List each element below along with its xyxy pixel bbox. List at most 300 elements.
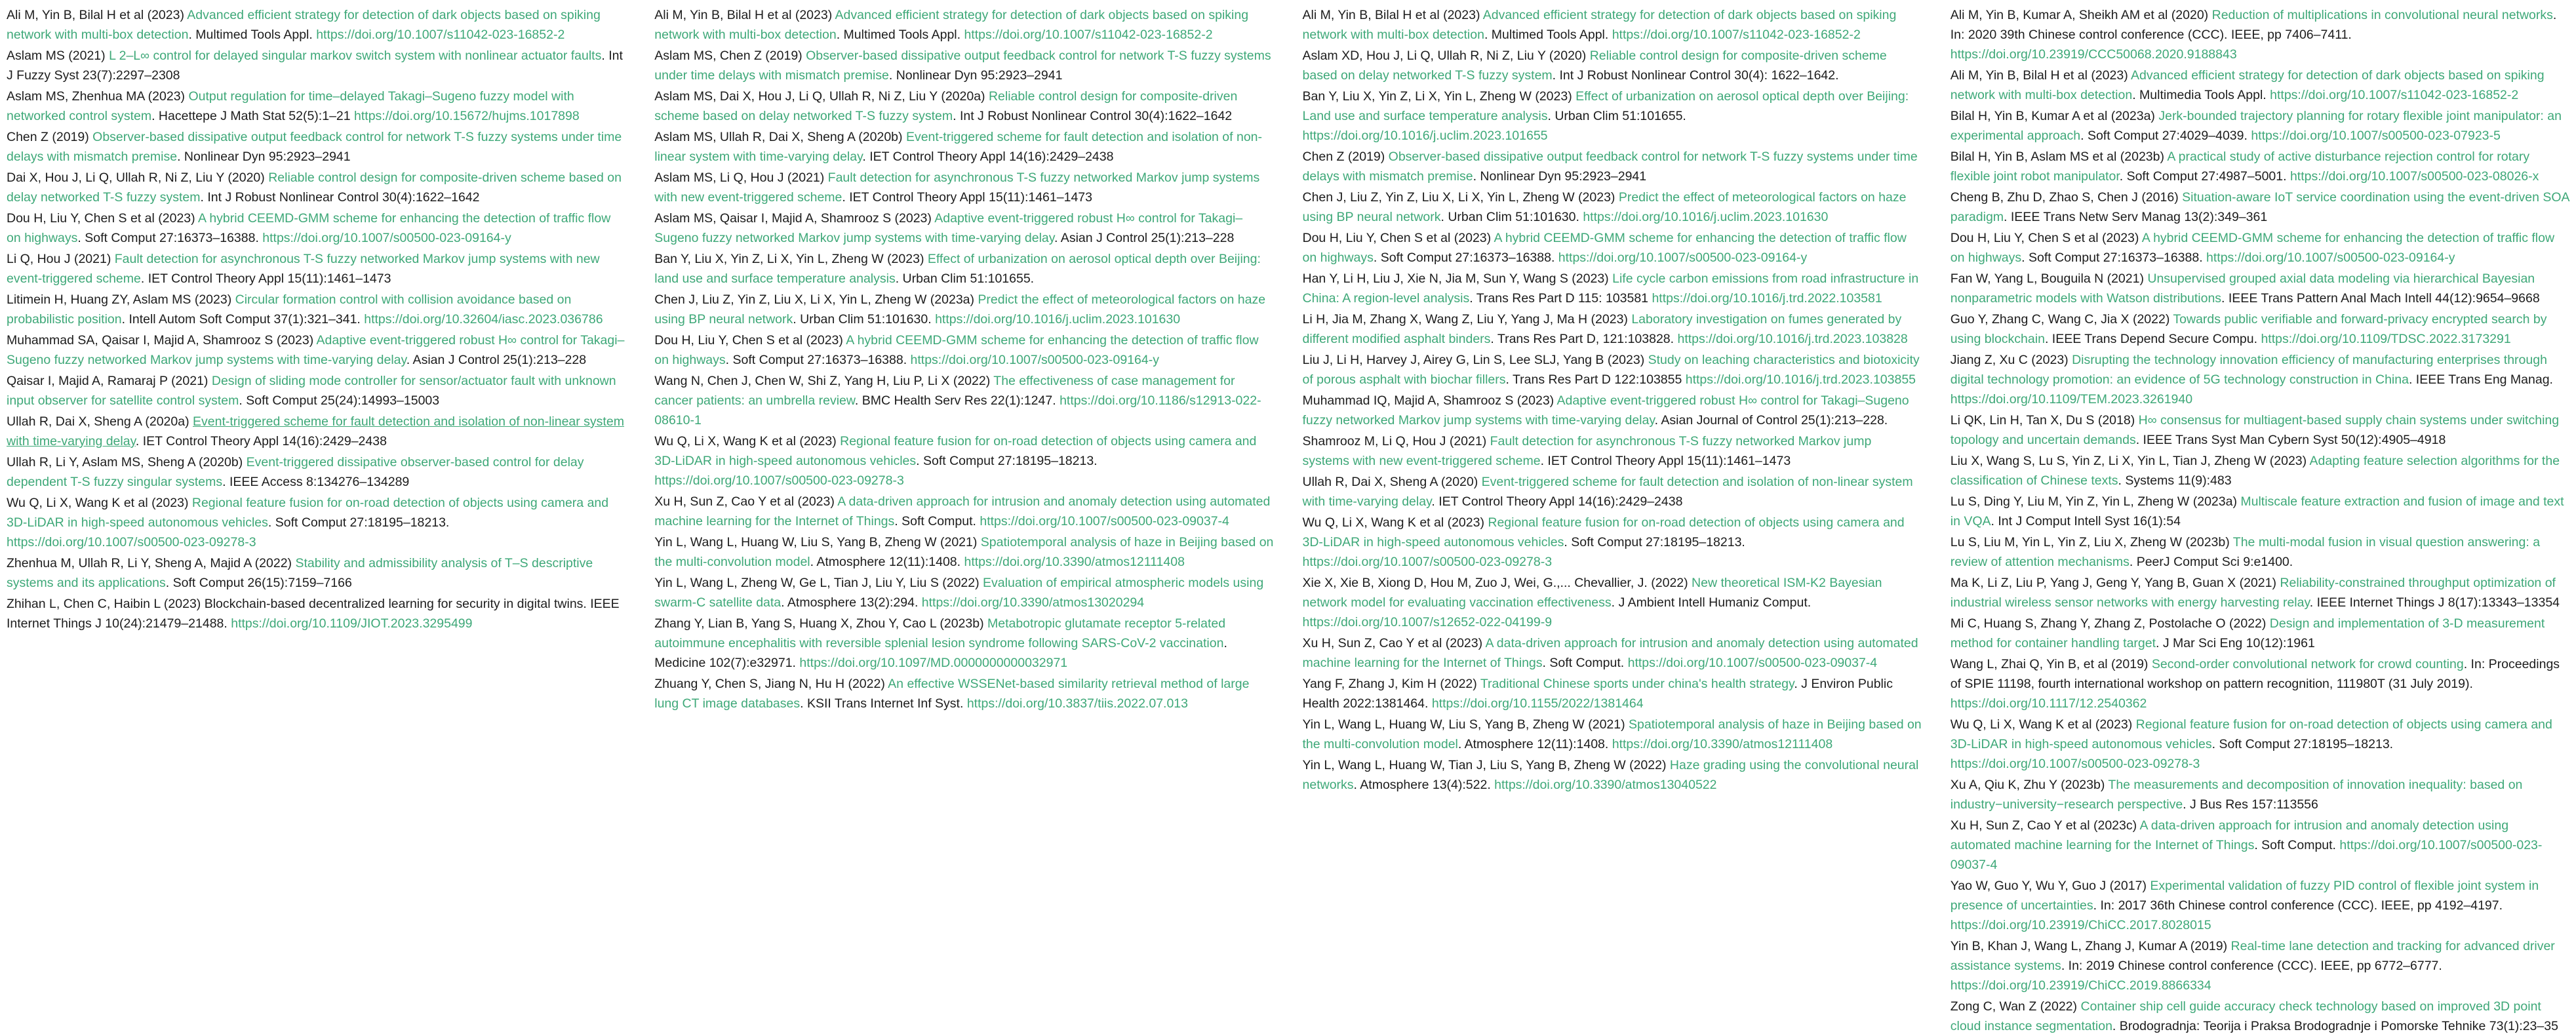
- reference-title-link[interactable]: Fault detection for asynchronous T-S fuzzy networked Markov jump systems with new event-triggered scheme: [654, 170, 1260, 205]
- reference-venue: . Multimedia Tools Appl.: [2132, 88, 2270, 102]
- reference-entry: [1303, 674, 1922, 713]
- reference-venue: . IET Control Theory Appl 14(16):2429–2438: [862, 149, 1114, 164]
- reference-authors: Ullah R, Dai X, Sheng A (2020a): [7, 414, 193, 429]
- reference-authors: Bilal H, Yin B, Aslam MS et al (2023b): [1950, 149, 2168, 164]
- reference-entry: [1303, 188, 1922, 227]
- reference-authors: Yao W, Guo Y, Wu Y, Guo J (2017): [1950, 879, 2150, 893]
- reference-authors: Litimein H, Huang ZY, Aslam MS (2023): [7, 292, 235, 307]
- reference-title-link[interactable]: Regional feature fusion for on-road detection of objects using camera and 3D-LiDAR in high-speed autonomous vehicles: [1302, 515, 1905, 549]
- reference-entry: [1303, 147, 1922, 186]
- reference-doi-link[interactable]: https://doi.org/10.1117/12.2540362: [1950, 696, 2147, 711]
- reference-title-link[interactable]: Advanced efficient strategy for detection of dark objects based on spiking network with multi-box detection: [1950, 68, 2545, 102]
- reference-title-link[interactable]: Experimental validation of fuzzy PID control of flexible joint system in presence of uncertainties: [1950, 879, 2539, 913]
- reference-title-link[interactable]: Fault detection for asynchronous T-S fuzzy networked Markov jump systems with new event-triggered scheme: [1302, 434, 1872, 468]
- reference-entry: [654, 127, 1273, 167]
- reference-venue: . Trans Res Part D, 121:103828.: [1490, 332, 1678, 346]
- reference-venue: . KSII Trans Internet Inf Syst.: [800, 696, 967, 711]
- reference-title-link[interactable]: Multiscale feature extraction and fusion of image and text in VQA: [1950, 494, 2564, 528]
- reference-title-link[interactable]: A data-driven approach for intrusion and anomaly detection using automated machine learning for the Internet of Things: [1302, 636, 1918, 670]
- reference-venue: . Int J Comput Intell Syst 16(1):54: [1991, 514, 2181, 528]
- reference-title-link[interactable]: Metabotropic glutamate receptor 5-related autoimmune encephalitis with reversible splenial lesion syndrome following SARS-CoV-2 vaccination: [654, 616, 1226, 650]
- reference-title-link[interactable]: A data-driven approach for intrusion and anomaly detection using automated machine learning for the Internet of Things: [654, 494, 1271, 528]
- reference-column: [1303, 5, 1922, 1031]
- reference-title-link[interactable]: Fault detection for asynchronous T-S fuzzy networked Markov jump systems with new event-triggered scheme: [7, 252, 600, 286]
- reference-authors: Dai X, Hou J, Li Q, Ullah R, Ni Z, Liu Y (2020): [7, 170, 269, 185]
- reference-authors: Jiang Z, Xu C (2023): [1950, 353, 2072, 367]
- reference-doi-link[interactable]: https://doi.org/10.3390/atmos12111408: [964, 555, 1185, 569]
- reference-authors: Zhihan L, Chen C, Haibin L (2023) Blockchain-based decentralized learning for security in digital twins. IEEE Internet Things J 10(24):21479–21488.: [7, 597, 620, 631]
- reference-title-link[interactable]: L 2–L∞ control for delayed singular markov switch system with nonlinear actuator faults: [109, 49, 602, 63]
- reference-title-link[interactable]: Advanced efficient strategy for detection of dark objects based on spiking network with multi-box detection: [7, 8, 601, 42]
- reference-venue: . Soft Comput 27:16373–16388.: [1373, 250, 1558, 265]
- reference-doi-link[interactable]: https://doi.org/10.1109/TEM.2023.3261940: [1950, 392, 2193, 407]
- reference-venue: . Atmosphere 12(11):1408.: [1457, 737, 1612, 751]
- reference-title-link[interactable]: Reliable control design for composite-driven scheme based on delay networked T-S fuzzy system: [654, 89, 1238, 123]
- reference-authors: Xu H, Sun Z, Cao Y et al (2023c): [1950, 818, 2140, 833]
- reference-venue: . Int J Robust Nonlinear Control 30(4):1622–1642: [953, 109, 1233, 123]
- reference-doi-link[interactable]: https://doi.org/10.3390/atmos13020294: [921, 595, 1145, 610]
- reference-venue: . Soft Comput 26(15):7159–7166: [165, 576, 352, 590]
- reference-entry: [1951, 5, 2569, 64]
- reference-authors: Chen J, Liu Z, Yin Z, Liu X, Li X, Yin L, Zheng W (2023): [1302, 190, 1619, 205]
- reference-entry: [7, 452, 625, 492]
- reference-entry: [7, 330, 625, 370]
- reference-authors: Aslam MS, Zhenhua MA (2023): [7, 89, 189, 104]
- reference-title-link[interactable]: Predict the effect of meteorological factors on haze using BP neural network: [654, 292, 1266, 327]
- reference-venue: . Soft Comput 27:4029–4039.: [2080, 129, 2251, 143]
- reference-venue: . Soft Comput.: [1542, 656, 1628, 670]
- reference-entry: [1951, 936, 2569, 995]
- reference-entry: [7, 371, 625, 410]
- reference-authors: Zhang Y, Lian B, Yang S, Huang X, Zhou Y, Cao L (2023b): [654, 616, 987, 631]
- reference-authors: Qaisar I, Majid A, Ramaraj P (2021): [7, 374, 212, 388]
- reference-authors: Aslam MS, Dai X, Hou J, Li Q, Ullah R, Ni Z, Liu Y (2020a): [654, 89, 989, 104]
- reference-venue: . IET Control Theory Appl 15(11):1461–1473: [1540, 454, 1791, 468]
- reference-authors: Ali M, Yin B, Bilal H et al (2023): [7, 8, 188, 22]
- reference-authors: Wu Q, Li X, Wang K et al (2023): [1950, 717, 2136, 732]
- reference-doi-link[interactable]: https://doi.org/10.3837/tiis.2022.07.013: [966, 696, 1188, 711]
- reference-authors: Fan W, Yang L, Bouguila N (2021): [1950, 271, 2148, 286]
- reference-doi-link[interactable]: https://doi.org/10.1016/j.trd.2023.103828: [1677, 332, 1908, 346]
- reference-authors: Aslam MS, Ullah R, Dai X, Sheng A (2020b): [654, 130, 906, 144]
- reference-doi-link[interactable]: https://doi.org/10.1007/s11042-023-16852-2: [316, 28, 565, 42]
- reference-authors: Liu J, Li H, Harvey J, Airey G, Lin S, Lee SLJ, Yang B (2023): [1302, 353, 1648, 367]
- reference-authors: Li QK, Lin H, Tan X, Du S (2018): [1950, 413, 2139, 428]
- reference-entry: [1951, 816, 2569, 875]
- reference-entry: [1303, 350, 1922, 389]
- reference-title-link[interactable]: Observer-based dissipative output feedback control for network T-S fuzzy systems under time delays with mismatch premise: [7, 130, 622, 164]
- reference-venue: . Multimed Tools Appl.: [1484, 28, 1612, 42]
- reference-venue: . IET Control Theory Appl 14(16):2429–2438: [135, 434, 387, 448]
- reference-venue: . IEEE Trans Eng Manag.: [2408, 372, 2553, 387]
- reference-authors: Wu Q, Li X, Wang K et al (2023): [654, 434, 841, 448]
- reference-authors: Dou H, Liu Y, Chen S et al (2023): [654, 333, 846, 348]
- reference-title-link[interactable]: H∞ consensus for multiagent-based supply chain systems under switching topology and uncertain demands: [1950, 413, 2560, 447]
- reference-doi-link[interactable]: https://doi.org/10.1016/j.uclim.2023.101630: [935, 312, 1181, 327]
- reference-entry: [1951, 876, 2569, 935]
- reference-authors: Ban Y, Liu X, Yin Z, Li X, Yin L, Zheng W (2023): [654, 252, 928, 266]
- reference-doi-link[interactable]: https://doi.org/10.1007/s00500-023-09037-4: [1950, 838, 2543, 872]
- reference-title-link[interactable]: A hybrid CEEMD-GMM scheme for enhancing the detection of traffic flow on highways: [654, 333, 1259, 367]
- reference-venue: . Atmosphere 13(2):294.: [781, 595, 922, 610]
- reference-title-link[interactable]: Second-order convolutional network for crowd counting: [2151, 657, 2464, 671]
- reference-entry: [1303, 228, 1922, 268]
- reference-authors: Ban Y, Liu X, Yin Z, Li X, Yin L, Zheng W (2023): [1302, 89, 1576, 104]
- reference-authors: Mi C, Huang S, Zhang Y, Zhang Z, Postolache O (2022): [1950, 616, 2270, 631]
- reference-authors: Aslam XD, Hou J, Li Q, Ullah R, Ni Z, Liu Y (2020): [1302, 49, 1590, 63]
- reference-entry: [1303, 391, 1922, 430]
- reference-title-link[interactable]: Circular formation control with collision avoidance based on probabilistic position: [7, 292, 572, 327]
- reference-doi-link[interactable]: https://doi.org/10.1007/s00500-023-09164-y: [262, 231, 511, 245]
- reference-title-link[interactable]: New theoretical ISM-K2 Bayesian network model for evaluating vaccination effectiveness: [1302, 576, 1882, 610]
- reference-doi-link[interactable]: https://doi.org/10.1007/s00500-023-09164-y: [910, 353, 1159, 367]
- reference-entry: [1951, 188, 2569, 227]
- reference-authors: Chen J, Liu Z, Yin Z, Liu X, Li X, Yin L, Zheng W (2023a): [654, 292, 978, 307]
- reference-authors: Yin L, Wang L, Zheng W, Ge L, Tian J, Liu Y, Liu S (2022): [654, 576, 983, 590]
- reference-authors: Ali M, Yin B, Bilal H et al (2023): [1950, 68, 2131, 83]
- reference-authors: Xu H, Sun Z, Cao Y et al (2023): [1302, 636, 1486, 650]
- reference-venue: . Int J Robust Nonlinear Control 30(4):1622–1642: [200, 190, 480, 205]
- reference-venue: . Trans Res Part D 122:103855: [1505, 372, 1686, 387]
- reference-title-link[interactable]: Jerk-bounded trajectory planning for rotary flexible joint manipulator: an experimental approach: [1950, 109, 2562, 143]
- reference-title-link[interactable]: Situation-aware IoT service coordination using the event-driven SOA paradigm: [1950, 190, 2569, 224]
- reference-authors: Aslam MS, Qaisar I, Majid A, Shamrooz S (2023): [654, 211, 935, 226]
- reference-doi-link[interactable]: https://doi.org/10.1007/s00500-023-09278-3: [654, 473, 904, 488]
- reference-authors: Xie X, Xie B, Xiong D, Hou M, Zuo J, Wei, G.,... Chevallier, J. (2022): [1302, 576, 1692, 590]
- reference-title-link[interactable]: Laboratory investigation on fumes generated by different modified asphalt binders: [1302, 312, 1902, 346]
- reference-entry: [1951, 614, 2569, 653]
- reference-authors: Ullah R, Dai X, Sheng A (2020): [1302, 475, 1482, 489]
- reference-authors: Yin L, Wang L, Huang W, Liu S, Yang B, Zheng W (2021): [1302, 717, 1629, 732]
- reference-venue: . Asian J Control 25(1):213–228: [406, 353, 587, 367]
- reference-title-link[interactable]: Disrupting the technology innovation efficiency of manufacturing enterprises through digital technology promotion: an evidence of 5G technology construction in China: [1950, 353, 2547, 387]
- reference-authors: Zhuang Y, Chen S, Jiang N, Hu H (2022): [654, 677, 888, 691]
- reference-doi-link[interactable]: https://doi.org/10.1007/s11042-023-16852-2: [2270, 88, 2519, 102]
- reference-entry: [654, 249, 1273, 289]
- reference-doi-link[interactable]: https://doi.org/10.1007/s00500-023-09278-3: [7, 535, 256, 549]
- reference-entry: [1303, 513, 1922, 572]
- reference-venue: . IEEE Access 8:134276–134289: [222, 475, 410, 489]
- reference-venue: . Urban Clim 51:101630.: [793, 312, 936, 327]
- reference-authors: Yang F, Zhang J, Kim H (2022): [1302, 677, 1480, 691]
- reference-authors: Muhammad SA, Qaisar I, Majid A, Shamrooz S (2023): [7, 333, 317, 348]
- reference-title-link[interactable]: Advanced efficient strategy for detection of dark objects based on spiking network with multi-box detection: [654, 8, 1249, 42]
- reference-entry: [1951, 350, 2569, 409]
- reference-entry: [7, 127, 625, 167]
- reference-entry: [1303, 573, 1922, 632]
- reference-authors: Cheng B, Zhu D, Zhao S, Chen J (2016): [1950, 190, 2183, 205]
- reference-title-link[interactable]: The effectiveness of case management for cancer patients: an umbrella review: [654, 374, 1235, 408]
- reference-authors: Aslam MS, Chen Z (2019): [654, 49, 806, 63]
- reference-venue: . IEEE Trans Netw Serv Manag 13(2):349–361: [2004, 210, 2268, 224]
- reference-doi-link[interactable]: https://doi.org/10.1016/j.uclim.2023.101630: [1583, 210, 1829, 224]
- reference-title-link[interactable]: Event-triggered dissipative observer-based control for delay dependent T-S fuzzy singular systems: [7, 455, 584, 489]
- reference-entry: [1303, 269, 1922, 308]
- reference-title-link[interactable]: Adapting feature selection algorithms for the classification of Chinese texts: [1950, 454, 2560, 488]
- reference-entry: [7, 209, 625, 248]
- reference-venue: . Trans Res Part D 115: 103581: [1469, 291, 1652, 306]
- reference-authors: Ali M, Yin B, Bilal H et al (2023): [654, 8, 835, 22]
- reference-doi-link[interactable]: https://doi.org/10.23919/ChiCC.2017.8028015: [1950, 918, 2211, 932]
- reference-doi-link[interactable]: https://doi.org/10.3390/atmos12111408: [1612, 737, 1833, 751]
- reference-doi-link[interactable]: https://doi.org/10.1007/s00500-023-07923-5: [2251, 129, 2501, 143]
- reference-doi-link[interactable]: https://doi.org/10.1155/2022/1381464: [1431, 696, 1644, 711]
- reference-entry: [654, 209, 1273, 248]
- reference-entry: [1951, 309, 2569, 349]
- reference-title-link[interactable]: Event-triggered scheme for fault detection and isolation of non-linear system with time-varying delay: [1302, 475, 1913, 509]
- reference-title-link[interactable]: Regional feature fusion for on-road detection of objects using camera and 3D-LiDAR in high-speed autonomous vehicles: [654, 434, 1257, 468]
- reference-authors: Li H, Jia M, Zhang X, Wang Z, Liu Y, Yang J, Ma H (2023): [1302, 312, 1632, 327]
- reference-title-link[interactable]: Effect of urbanization on aerosol optical depth over Beijing: land use and surface temperature analysis: [654, 252, 1261, 286]
- reference-entry: [1951, 106, 2569, 146]
- reference-doi-link[interactable]: https://doi.org/10.1097/MD.0000000000032971: [799, 656, 1068, 670]
- reference-title-link[interactable]: Design of sliding mode controller for sensor/actuator fault with unknown input observer for satellite control system: [7, 374, 616, 408]
- reference-venue: . BMC Health Serv Res 22(1):1247.: [854, 393, 1060, 408]
- reference-title-link[interactable]: The multi-modal fusion in visual question answering: a review of attention mechanisms: [1950, 535, 2541, 569]
- reference-doi-link[interactable]: https://doi.org/10.1007/s00500-023-09037-4: [1627, 656, 1878, 670]
- reference-doi-link[interactable]: https://doi.org/10.1007/s00500-023-09278-3: [1302, 555, 1553, 569]
- reference-entry: [1303, 431, 1922, 471]
- reference-venue: . Nonlinear Dyn 95:2923–2941: [177, 149, 351, 164]
- reference-venue: . Urban Clim 51:101655.: [1547, 109, 1686, 123]
- reference-entry: [7, 290, 625, 329]
- reference-entry: [654, 674, 1273, 713]
- reference-doi-link[interactable]: https://doi.org/10.1007/s12652-022-04199-9: [1302, 615, 1553, 629]
- reference-doi-link[interactable]: https://doi.org/10.1007/s00500-023-09164-y: [2206, 250, 2455, 265]
- reference-doi-link[interactable]: https://doi.org/10.1016/j.trd.2022.103581: [1652, 291, 1882, 306]
- reference-doi-link[interactable]: https://doi.org/10.15672/hujms.1017898: [354, 109, 580, 123]
- reference-doi-link[interactable]: https://doi.org/10.1016/j.uclim.2023.101655: [1302, 129, 1548, 143]
- reference-entry: [7, 87, 625, 126]
- reference-venue: . J Bus Res 157:113556: [2183, 797, 2318, 812]
- reference-entry: [7, 46, 625, 85]
- reference-title-link[interactable]: Study on leaching characteristics and biotoxicity of porous asphalt with biochar fillers: [1302, 353, 1920, 387]
- reference-venue: . J Environ Public Health 2022:1381464.: [1302, 677, 1893, 711]
- reference-venue: . In: 2017 36th Chinese control conference (CCC). IEEE, pp 4192–4197.: [2093, 898, 2503, 913]
- reference-title-link[interactable]: Observer-based dissipative output feedback control for network T-S fuzzy systems under time delays with mismatch premise: [1302, 149, 1918, 184]
- reference-entry: [1951, 654, 2569, 713]
- reference-venue: . Soft Comput 27:16373–16388.: [2021, 250, 2207, 265]
- reference-entry: [1303, 5, 1922, 45]
- reference-entry: [654, 87, 1273, 126]
- reference-doi-link[interactable]: https://doi.org/10.23919/CCC50068.2020.9188843: [1950, 47, 2237, 62]
- reference-entry: [654, 330, 1273, 370]
- reference-title-link[interactable]: Regional feature fusion for on-road detection of objects using camera and 3D-LiDAR in high-speed autonomous vehicles: [1950, 717, 2552, 751]
- reference-title-link[interactable]: Event-triggered scheme for fault detection and isolation of non-linear system with time-varying delay: [654, 130, 1263, 164]
- reference-title-link[interactable]: Unsupervised grouped axial data modeling via hierarchical Bayesian nonparametric models with Watson distributions: [1950, 271, 2535, 306]
- reference-title-link[interactable]: A hybrid CEEMD-GMM scheme for enhancing the detection of traffic flow on highways: [1950, 231, 2555, 265]
- reference-entry: [654, 614, 1273, 673]
- reference-authors: Han Y, Li H, Liu J, Xie N, Jia M, Sun Y, Wang S (2023): [1302, 271, 1613, 286]
- reference-venue: . J Ambient Intell Humaniz Comput.: [1611, 595, 1812, 610]
- reference-authors: Chen Z (2019): [1302, 149, 1389, 164]
- reference-entry: [7, 594, 625, 633]
- reference-venue: . IEEE Trans Pattern Anal Mach Intell 44(12):9654–9668: [2221, 291, 2540, 306]
- reference-authors: Zong C, Wan Z (2022): [1950, 999, 2081, 1014]
- reference-title-link[interactable]: Evaluation of empirical atmospheric models using swarm-C satellite data: [654, 576, 1264, 610]
- reference-authors: Wu Q, Li X, Wang K et al (2023): [7, 496, 192, 510]
- reference-entry: [7, 493, 625, 552]
- reference-entry: [654, 5, 1273, 45]
- reference-authors: Ali M, Yin B, Kumar A, Sheikh AM et al (2020): [1950, 8, 2212, 22]
- reference-venue: . Int J Fuzzy Syst 23(7):2297–2308: [7, 49, 623, 83]
- reference-title-link[interactable]: Adaptive event-triggered robust H∞ control for Takagi–Sugeno fuzzy networked Markov jump systems with time-varying delay: [654, 211, 1243, 245]
- reference-title-link[interactable]: A hybrid CEEMD-GMM scheme for enhancing the detection of traffic flow on highways: [7, 211, 611, 245]
- reference-title-link[interactable]: Real-time lane detection and tracking for advanced driver assistance systems: [1950, 939, 2555, 973]
- reference-title-link[interactable]: Reduction of multiplications in convolutional neural networks: [2211, 8, 2553, 22]
- reference-entry: [654, 532, 1273, 572]
- reference-doi-link[interactable]: https://doi.org/10.1007/s00500-023-08026-x: [2289, 169, 2539, 184]
- reference-venue: . In: Proceedings of SPIE 11198, fourth international workshop on pattern recognition, 111980T (31 July 2019).: [1950, 657, 2560, 691]
- reference-venue: . Soft Comput 27:16373–16388.: [725, 353, 911, 367]
- reference-venue: . IET Control Theory Appl 15(11):1461–1473: [842, 190, 1092, 205]
- reference-authors: Guo Y, Zhang C, Wang C, Jia X (2022): [1950, 312, 2173, 327]
- reference-venue: . In: 2019 Chinese control conference (CCC). IEEE, pp 6772–6777.: [2061, 959, 2442, 973]
- reference-entry: [7, 168, 625, 207]
- reference-venue: . Nonlinear Dyn 95:2923–2941: [888, 68, 1063, 83]
- reference-entry: [1303, 46, 1922, 85]
- reference-authors: Lu S, Ding Y, Liu M, Yin Z, Yin L, Zheng W (2023a): [1950, 494, 2241, 509]
- reference-venue: . IET Control Theory Appl 14(16):2429–2438: [1431, 494, 1683, 509]
- reference-venue: . Soft Comput 27:18195–18213.: [268, 515, 450, 530]
- reference-title-link[interactable]: Output regulation for time–delayed Takagi–Sugeno fuzzy model with networked control system: [7, 89, 574, 123]
- reference-doi-link[interactable]: https://doi.org/10.1007/s11042-023-16852-2: [1612, 28, 1861, 42]
- reference-title-link[interactable]: Spatiotemporal analysis of haze in Beijing based on the multi-convolution model: [1302, 717, 1922, 751]
- reference-doi-link[interactable]: https://doi.org/10.1007/s00500-023-09278-3: [1950, 757, 2200, 771]
- reference-entry: [7, 5, 625, 45]
- reference-entry: [1951, 147, 2569, 186]
- reference-venue: . Brodogradnja: Teorija i Praksa Brodogradnje i Pomorske Tehnike 73(1):23–35: [2112, 1019, 2558, 1033]
- reference-venue: . Soft Comput 27:18195–18213.: [2211, 737, 2394, 751]
- reference-title-link[interactable]: Haze grading using the convolutional neural networks: [1302, 758, 1919, 792]
- reference-entry: [1303, 633, 1922, 673]
- reference-authors: Yin L, Wang L, Huang W, Tian J, Liu S, Yang B, Zheng W (2022): [1302, 758, 1670, 772]
- reference-title-link[interactable]: Adaptive event-triggered robust H∞ control for Takagi–Sugeno fuzzy networked Markov jump systems with time-varying delay: [7, 333, 625, 367]
- reference-entry: [654, 168, 1273, 207]
- reference-doi-link[interactable]: https://doi.org/10.1007/s11042-023-16852-2: [964, 28, 1213, 42]
- reference-venue: . Soft Comput 25(24):14993–15003: [239, 393, 440, 408]
- reference-title-link[interactable]: Regional feature fusion for on-road detection of objects using camera and 3D-LiDAR in high-speed autonomous vehicles: [7, 496, 609, 530]
- reference-entry: [654, 431, 1273, 490]
- reference-title-link[interactable]: Advanced efficient strategy for detection of dark objects based on spiking network with multi-box detection: [1302, 8, 1897, 42]
- reference-entry: [1951, 775, 2569, 814]
- reference-authors: Zhenhua M, Ullah R, Li Y, Sheng A, Majid A (2022): [7, 556, 296, 570]
- reference-venue: . Atmosphere 12(11):1408.: [810, 555, 964, 569]
- reference-entry: [1303, 472, 1922, 511]
- reference-doi-link[interactable]: https://doi.org/10.3390/atmos13040522: [1494, 778, 1717, 792]
- reference-venue: . Atmosphere 13(4):522.: [1353, 778, 1495, 792]
- reference-doi-link[interactable]: https://doi.org/10.1109/JIOT.2023.3295499: [231, 616, 473, 631]
- reference-authors: Xu A, Qiu K, Zhu Y (2023b): [1950, 778, 2109, 792]
- reference-title-link[interactable]: The measurements and decomposition of innovation inequality: based on industry−university−research perspective: [1950, 778, 2523, 812]
- reference-entry: [1951, 573, 2569, 612]
- reference-authors: Yin L, Wang L, Huang W, Liu S, Yang B, Zheng W (2021): [654, 535, 981, 549]
- reference-title-link[interactable]: An effective WSSENet-based similarity retrieval method of large lung CT image databases: [654, 677, 1250, 711]
- reference-authors: Ullah R, Li Y, Aslam MS, Sheng A (2020b): [7, 455, 247, 469]
- reference-title-link[interactable]: Spatiotemporal analysis of haze in Beijing based on the multi-convolution model: [654, 535, 1274, 569]
- reference-entry: [1951, 997, 2569, 1036]
- reference-venue: . Asian J Control 25(1):213–228: [1054, 231, 1235, 245]
- reference-column: [654, 5, 1273, 1031]
- reference-authors: Lu S, Liu M, Yin L, Yin Z, Liu X, Zheng W (2023b): [1950, 535, 2233, 549]
- reference-entry: [1951, 228, 2569, 268]
- reference-venue: . J Mar Sci Eng 10(12):1961: [2156, 636, 2315, 650]
- reference-entry: [654, 290, 1273, 329]
- reference-title-link[interactable]: Reliability-constrained throughput optimization of industrial wireless sensor networks with energy harvesting relay: [1950, 576, 2556, 610]
- reference-venue: . Soft Comput 27:4987–5001.: [2119, 169, 2290, 184]
- reference-venue: . Urban Clim 51:101655.: [895, 271, 1035, 286]
- reference-entry: [1951, 66, 2569, 105]
- reference-title-link[interactable]: Reliable control design for composite-driven scheme based on delay networked T-S fuzzy system: [1302, 49, 1887, 83]
- reference-venue: . Asian Journal of Control 25(1):213–228.: [1654, 413, 1888, 428]
- reference-title-link[interactable]: A hybrid CEEMD-GMM scheme for enhancing the detection of traffic flow on highways: [1302, 231, 1907, 265]
- reference-authors: Liu X, Wang S, Lu S, Yin Z, Li X, Yin L, Tian J, Zheng W (2023): [1950, 454, 2310, 468]
- reference-entry: [7, 412, 625, 451]
- reference-authors: Aslam MS, Li Q, Hou J (2021): [654, 170, 828, 185]
- reference-title-link[interactable]: Life cycle carbon emissions from road infrastructure in China: A region-level analysis: [1302, 271, 1919, 306]
- reference-title-link[interactable]: Stability and admissibility analysis of T–S descriptive systems and its applications: [7, 556, 593, 590]
- reference-doi-link[interactable]: https://doi.org/10.1109/TDSC.2022.3173291: [2261, 332, 2511, 346]
- reference-entry: [1303, 755, 1922, 795]
- reference-authors: Chen Z (2019): [7, 130, 93, 144]
- reference-title-link[interactable]: Container ship cell guide accuracy check technology based on improved 3D point cloud instance segmentation: [1950, 999, 2541, 1033]
- reference-venue: . Multimed Tools Appl.: [188, 28, 317, 42]
- reference-authors: Yin B, Khan J, Wang L, Zhang J, Kumar A (2019): [1950, 939, 2231, 953]
- reference-doi-link[interactable]: https://doi.org/10.32604/iasc.2023.036786: [364, 312, 603, 327]
- reference-title-link[interactable]: A data-driven approach for intrusion and anomaly detection using automated machine learning for the Internet of Things: [1950, 818, 2509, 852]
- reference-authors: Wang N, Chen J, Chen W, Shi Z, Yang H, Liu P, Li X (2022): [654, 374, 994, 388]
- reference-authors: Dou H, Liu Y, Chen S et al (2023): [1950, 231, 2142, 245]
- reference-column: [7, 5, 625, 1031]
- reference-entry: [654, 46, 1273, 85]
- reference-entry: [654, 492, 1273, 531]
- reference-doi-link[interactable]: https://doi.org/10.1016/j.trd.2023.103855: [1685, 372, 1916, 387]
- reference-title-link[interactable]: Reliable control design for composite-driven scheme based on delay networked T-S fuzzy system: [7, 170, 622, 205]
- reference-venue: . Soft Comput.: [894, 514, 980, 528]
- reference-entry: [7, 553, 625, 593]
- reference-authors: Wang L, Zhai Q, Yin B, et al (2019): [1950, 657, 2152, 671]
- reference-doi-link[interactable]: https://doi.org/10.23919/ChiCC.2019.8866334: [1950, 978, 2211, 993]
- reference-entry: [1303, 87, 1922, 146]
- reference-entry: [1303, 715, 1922, 754]
- reference-authors: Muhammad IQ, Majid A, Shamrooz S (2023): [1302, 393, 1557, 408]
- reference-title-link[interactable]: Event-triggered scheme for fault detection and isolation of non-linear system with time-varying delay: [7, 414, 624, 448]
- reference-doi-link[interactable]: https://doi.org/10.1007/s00500-023-09164-y: [1558, 250, 1808, 265]
- reference-venue: . Soft Comput 27:18195–18213.: [1564, 535, 1745, 549]
- reference-venue: . Multimed Tools Appl.: [836, 28, 964, 42]
- reference-venue: . Urban Clim 51:101630.: [1440, 210, 1583, 224]
- reference-authors: Li Q, Hou J (2021): [7, 252, 115, 266]
- reference-entry: [1951, 715, 2569, 774]
- reference-title-link[interactable]: A practical study of active disturbance rejection control for rotary flexible joint robot manipulator: [1950, 149, 2530, 184]
- reference-title-link[interactable]: Predict the effect of meteorological factors on haze using BP neural network: [1302, 190, 1907, 224]
- reference-venue: . Nonlinear Dyn 95:2923–2941: [1473, 169, 1647, 184]
- reference-venue: . In: 2020 39th Chinese control conference (CCC). IEEE, pp 7406–7411.: [1950, 8, 2557, 42]
- reference-title-link[interactable]: Towards public verifiable and forward-privacy encrypted search by using blockchain: [1950, 312, 2547, 346]
- reference-title-link[interactable]: Design and implementation of 3-D measurement method for container handling target: [1950, 616, 2545, 650]
- reference-title-link[interactable]: Effect of urbanization on aerosol optical depth over Beijing: Land use and surface temperature analysis: [1302, 89, 1909, 123]
- reference-column: [1951, 5, 2569, 1031]
- reference-authors: Shamrooz M, Li Q, Hou J (2021): [1302, 434, 1490, 448]
- reference-venue: . Hacettepe J Math Stat 52(5):1–21: [151, 109, 355, 123]
- reference-title-link[interactable]: Observer-based dissipative output feedback control for network T-S fuzzy systems under time delays with mismatch premise: [654, 49, 1271, 83]
- reference-doi-link[interactable]: https://doi.org/10.1186/s12913-022-08610-1: [654, 393, 1261, 428]
- reference-authors: Bilal H, Yin B, Kumar A et al (2023a): [1950, 109, 2159, 123]
- reference-authors: Wu Q, Li X, Wang K et al (2023): [1302, 515, 1488, 530]
- reference-title-link[interactable]: Adaptive event-triggered robust H∞ control for Takagi–Sugeno fuzzy networked Markov jump systems with time-varying delay: [1302, 393, 1909, 428]
- reference-title-link[interactable]: Traditional Chinese sports under china's health strategy: [1480, 677, 1794, 691]
- reference-doi-link[interactable]: https://doi.org/10.1007/s00500-023-09037-4: [980, 514, 1229, 528]
